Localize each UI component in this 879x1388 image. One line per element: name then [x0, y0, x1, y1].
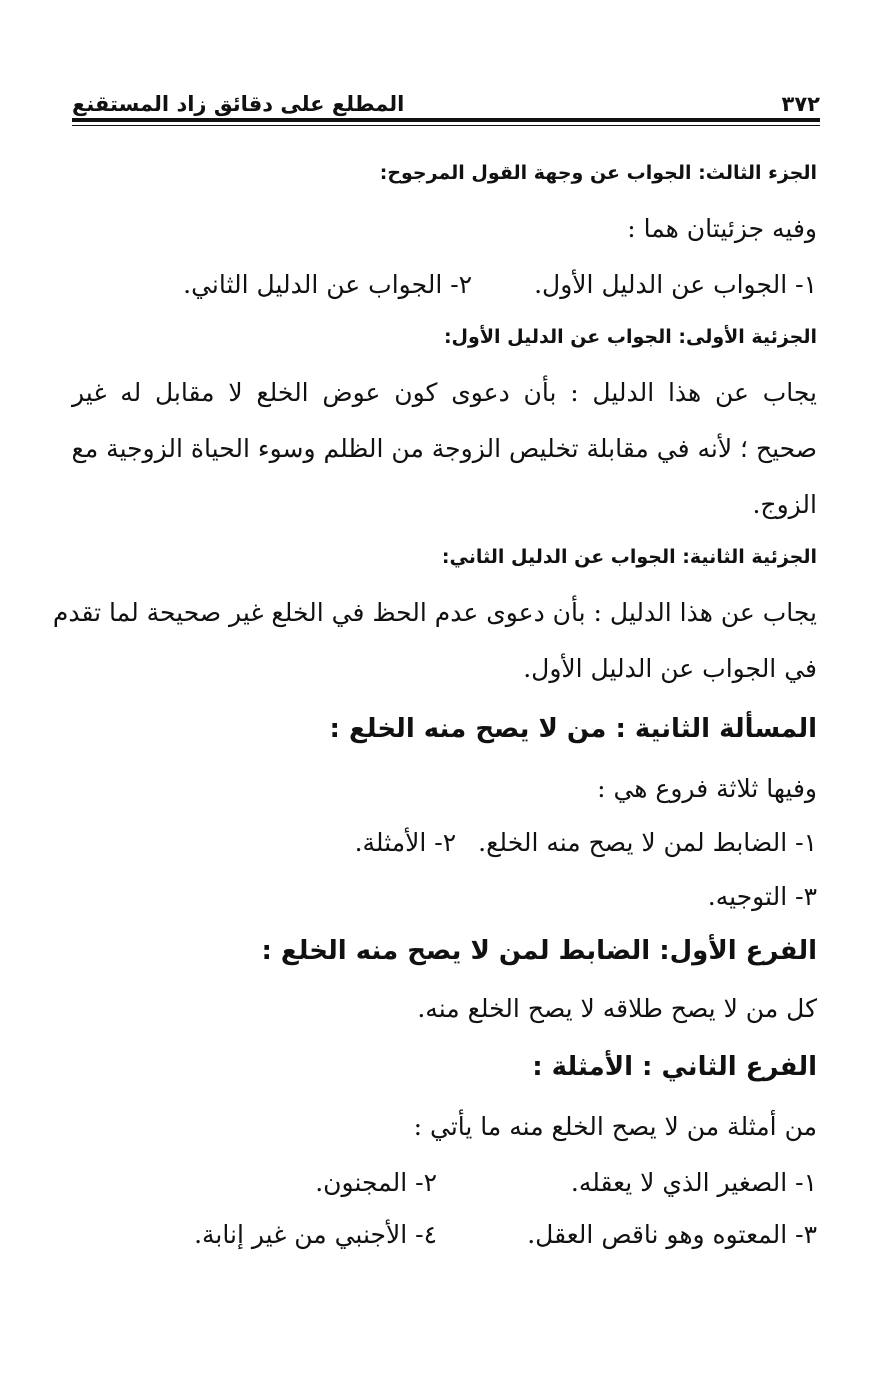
parts-list	[183, 268, 817, 302]
branches-list-item: ١- الضابط لمن لا يصح منه الخلع.	[478, 828, 817, 857]
intro-three-branches: وفيها ثلاثة فروع هي :	[597, 774, 817, 803]
running-header	[72, 84, 820, 116]
answer-one-line: الزوج.	[752, 490, 817, 519]
heading-part-three: الجزء الثالث: الجواب عن وجهة القول المرجوح:	[379, 162, 817, 184]
examples-intro: من أمثلة من لا يصح الخلع منه ما يأتي :	[413, 1112, 817, 1141]
example-item: ٢- المجنون.	[315, 1168, 437, 1197]
heading-branch-two: الفرع الثاني : الأمثلة :	[532, 1052, 817, 1082]
header-rule-thin	[72, 125, 820, 126]
book-title: المطلع على دقائق زاد المستقنع	[72, 92, 405, 116]
heading-first-part: الجزئية الأولى: الجواب عن الدليل الأول:	[443, 326, 817, 348]
branches-list-item: ٢- الأمثلة.	[354, 828, 457, 857]
heading-second-part: الجزئية الثانية: الجواب عن الدليل الثاني:	[441, 546, 817, 568]
examples-row	[315, 1166, 817, 1200]
intro-two-parts: وفيه جزئيتان هما :	[627, 214, 817, 243]
example-item: ١- الصغير الذي لا يعقله.	[570, 1168, 817, 1197]
answer-two-line: في الجواب عن الدليل الأول.	[523, 654, 817, 683]
heading-issue-two: المسألة الثانية : من لا يصح منه الخلع :	[329, 714, 817, 744]
parts-list-item: ١- الجواب عن الدليل الأول.	[534, 270, 817, 299]
branches-list-item: ٣- التوجيه.	[707, 882, 817, 911]
example-item: ٣- المعتوه وهو ناقص العقل.	[527, 1220, 817, 1249]
header-rule-thick	[72, 118, 820, 122]
answer-one-line: صحيح ؛ لأنه في مقابلة تخليص الزوجة من الظلم وسوء الحياة الزوجية مع	[71, 434, 817, 463]
parts-list-item: ٢- الجواب عن الدليل الثاني.	[183, 270, 473, 299]
heading-branch-one: الفرع الأول: الضابط لمن لا يصح منه الخلع :	[261, 936, 817, 966]
rule-text: كل من لا يصح طلاقه لا يصح الخلع منه.	[417, 994, 817, 1023]
answer-two-line: يجاب عن هذا الدليل : بأن دعوى عدم الحظ في الخلع غير صحيحة لما تقدم	[52, 598, 817, 627]
examples-row	[194, 1218, 817, 1252]
branches-list	[355, 826, 817, 860]
answer-one-line: يجاب عن هذا الدليل : بأن دعوى كون عوض الخلع لا مقابل له غير	[72, 378, 817, 407]
example-item: ٤- الأجنبي من غير إنابة.	[194, 1220, 437, 1249]
page-number: ٣٧٢	[781, 92, 820, 116]
